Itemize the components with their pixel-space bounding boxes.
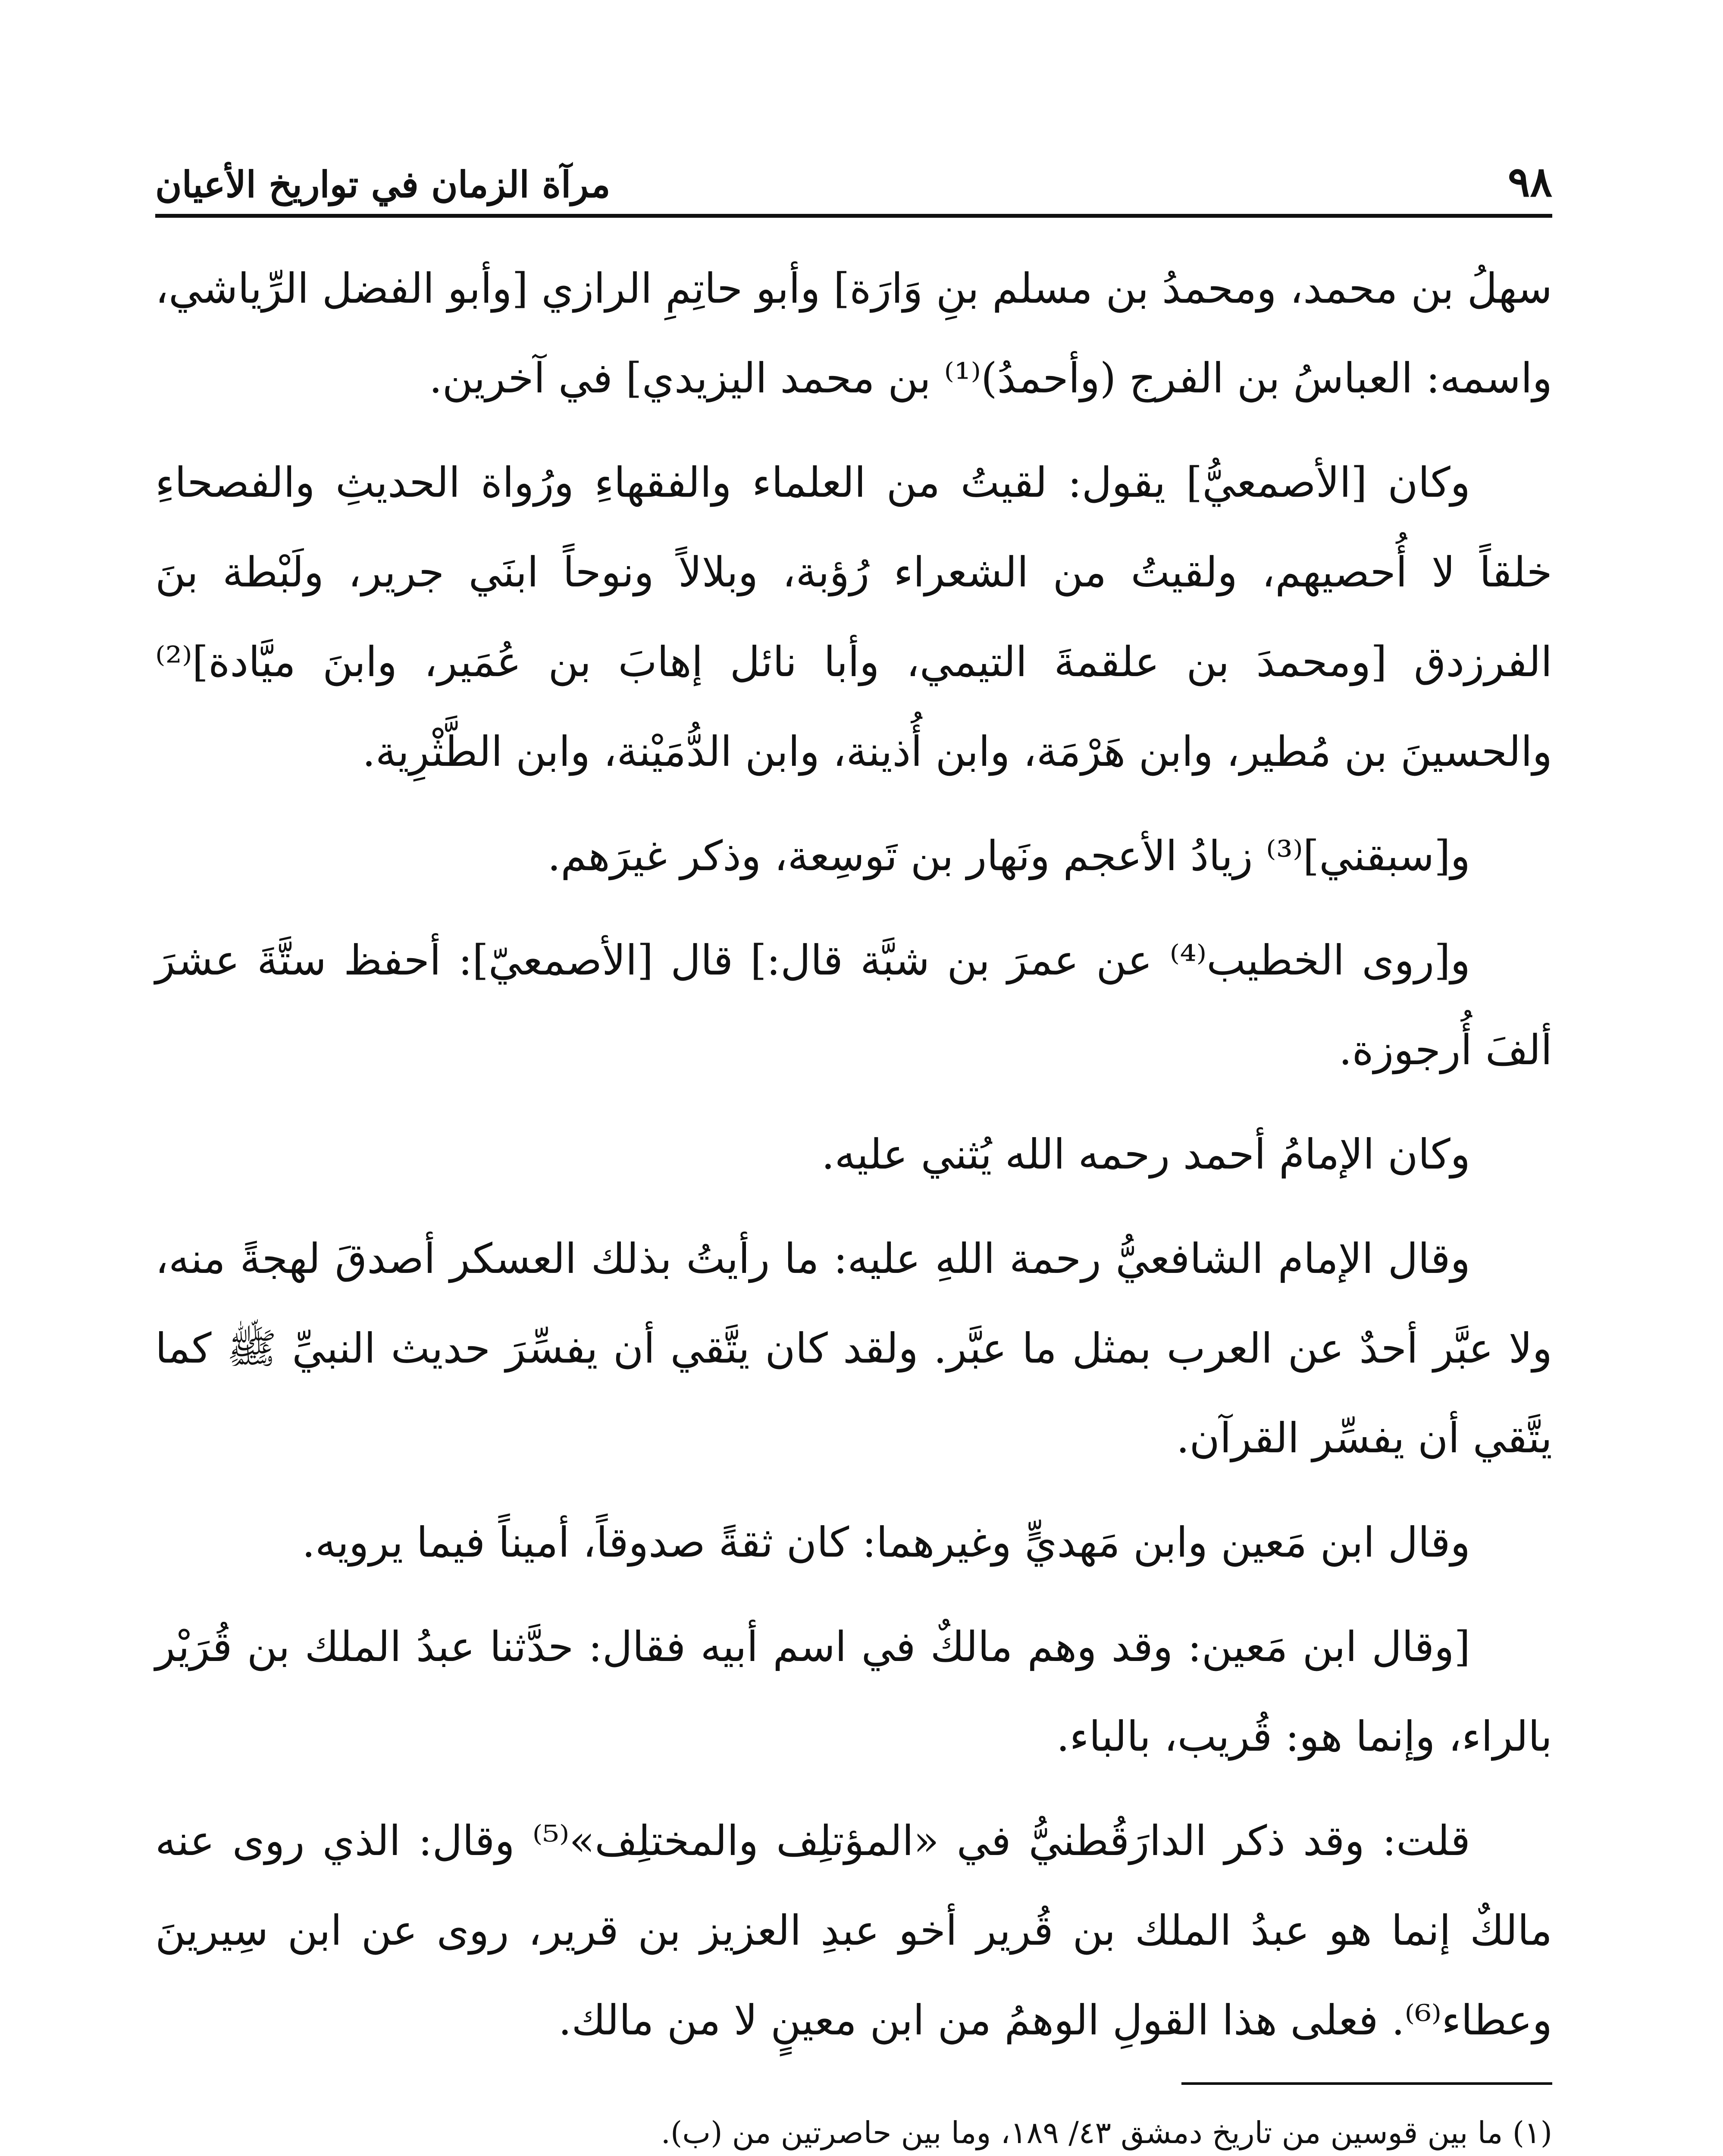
header-rule [155,214,1552,218]
paragraph: قلت: وقد ذكر الدارَقُطنيُّ في «المؤتلِف والمختلِف»⁽⁵⁾ وقال: الذي روى عنه مالكٌ إنما هو عبدُ الملك بن قُرير أخو عبدِ العزيز بن قرير، روى عن ابن سِيرينَ وعطاء⁽⁶⁾. فعلى هذا القولِ الوهمُ من ابن معينٍ لا من مالك. [155,1817,1552,2044]
document-page [155,129,1552,2156]
main-text [155,244,1552,2065]
page-header [155,129,1552,206]
page-number: ٩٨ [1507,157,1552,206]
paragraph: وكان الإمامُ أحمد رحمه الله يُثني عليه. [821,1130,1470,1178]
paragraph: وقال الإمام الشافعيُّ رحمة اللهِ عليه: ما رأيتُ بذلك العسكر أصدقَ لهجةً منه، ولا عبَّر أحدٌ عن العرب بمثل ما عبَّر. ولقد كان يتَّقي أن يفسِّرَ حديث النبيِّ ﷺ كما يتَّقي أن يفسِّر القرآن. [155,1235,1552,1462]
footnote: (١) ما بين قوسين من تاريخ دمشق ٤٣/ ١٨٩، وما بين حاصرتين من (ب). [661,2115,1552,2150]
footnote-rule [1181,2082,1552,2085]
paragraph: و[سبقني]⁽³⁾ زيادُ الأعجم ونَهار بن تَوسِعة، وذكر غيرَهم. [547,832,1470,880]
paragraph: سهلُ بن محمد، ومحمدُ بن مسلم بنِ وَارَة] وأبو حاتِمِ الرازي [وأبو الفضل الرِّياشي، واسمه: العباسُ بن الفرج (وأحمدُ)⁽¹⁾ بن محمد اليزيدي] في آخرين. [155,264,1552,402]
paragraph: وكان [الأصمعيُّ] يقول: لقيتُ من العلماء والفقهاءِ ورُواة الحديثِ والفصحاءِ خلقاً لا أُحصيهم، ولقيتُ من الشعراء رُؤبة، وبلالاً ونوحاً ابنَي جرير، ولَبْطة بنَ الفرزدق [ومحمدَ بن علقمةَ التيمي، وأبا نائل إهابَ بن عُمَير، وابنَ ميَّادة]⁽²⁾ والحسينَ بن مُطير، وابن هَرْمَة، وابن أُذينة، وابن الدُّمَيْنة، وابن الطَّثْرِية. [155,458,1552,776]
footnotes [155,2107,1552,2156]
paragraph: [وقال ابن مَعين: وقد وهم مالكٌ في اسم أبيه فقال: حدَّثنا عبدُ الملك بن قُرَيْر بالراء، وإنما هو: قُريب، بالباء. [155,1623,1552,1761]
book-title: مرآة الزمان في تواريخ الأعيان [155,163,611,206]
paragraph: وقال ابن مَعين وابن مَهديٍّ وغيرهما: كان ثقةً صدوقاً، أميناً فيما يرويه. [302,1518,1470,1567]
paragraph: و[روى الخطيب⁽⁴⁾ عن عمرَ بن شبَّة قال:] قال [الأصمعيّ]: أحفظ ستَّةَ عشرَ ألفَ أُرجوزة. [155,936,1552,1074]
